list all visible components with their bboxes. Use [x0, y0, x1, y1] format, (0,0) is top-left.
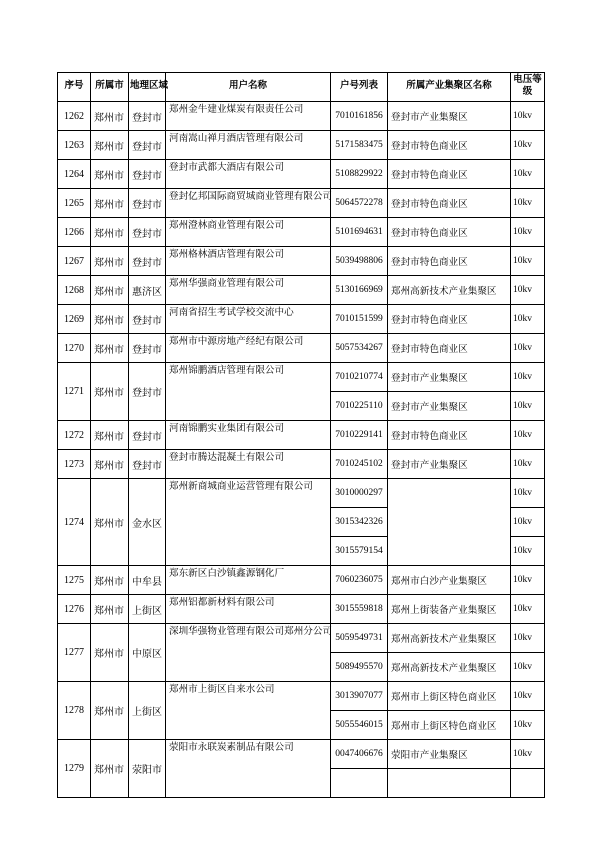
- account-number-cell: 5064572278: [331, 189, 388, 218]
- city-cell: 郑州市: [91, 363, 129, 421]
- user-name-cell: 郑州新商城商业运营管理有限公司: [166, 479, 331, 566]
- account-number-cell: 7060236075: [331, 566, 388, 595]
- city-cell: 郑州市: [91, 682, 129, 740]
- serial-cell: 1275: [58, 566, 91, 595]
- account-number-cell: 5108829922: [331, 160, 388, 189]
- zone-cell: 登封市产业集聚区: [388, 102, 511, 131]
- account-number-cell: [331, 769, 388, 798]
- serial-cell: 1276: [58, 595, 91, 624]
- district-cell: 登封市: [129, 247, 166, 276]
- user-name-cell: 郑州澄林商业管理有限公司: [166, 218, 331, 247]
- district-cell: 登封市: [129, 102, 166, 131]
- district-cell: 上街区: [129, 595, 166, 624]
- serial-cell: 1268: [58, 276, 91, 305]
- table-row: [58, 247, 545, 276]
- table-row: [58, 160, 545, 189]
- account-number-cell: 7010151599: [331, 305, 388, 334]
- voltage-cell: 10kv: [511, 392, 545, 421]
- account-number-cell: 5059549731: [331, 624, 388, 653]
- voltage-cell: 10kv: [511, 305, 545, 334]
- table-row: [58, 218, 545, 247]
- zone-cell: [388, 479, 511, 566]
- user-name-cell: 河南省招生考试学校交流中心: [166, 305, 331, 334]
- table-row: [58, 682, 545, 711]
- city-cell: 郑州市: [91, 247, 129, 276]
- voltage-cell: 10kv: [511, 450, 545, 479]
- voltage-cell: 10kv: [511, 363, 545, 392]
- zone-cell: 郑州高新技术产业集聚区: [388, 276, 511, 305]
- user-name-cell: 郑东新区白沙镇鑫源钢化厂: [166, 566, 331, 595]
- zone-cell: 登封市特色商业区: [388, 189, 511, 218]
- table-row: [58, 363, 545, 392]
- user-name-cell: 深圳华强物业管理有限公司郑州分公司: [166, 624, 331, 682]
- district-cell: 荥阳市: [129, 740, 166, 798]
- account-number-cell: 3015559818: [331, 595, 388, 624]
- zone-cell: 郑州市白沙产业集聚区: [388, 566, 511, 595]
- city-cell: 郑州市: [91, 102, 129, 131]
- serial-cell: 1279: [58, 740, 91, 798]
- account-number-cell: 5089495570: [331, 653, 388, 682]
- zone-cell: 郑州高新技术产业集聚区: [388, 624, 511, 653]
- serial-cell: 1267: [58, 247, 91, 276]
- account-number-cell: 5130166969: [331, 276, 388, 305]
- user-name-cell: 郑州市中源房地产经纪有限公司: [166, 334, 331, 363]
- serial-cell: 1262: [58, 102, 91, 131]
- account-number-cell: 7010210774: [331, 363, 388, 392]
- city-cell: 郑州市: [91, 595, 129, 624]
- table-row: [58, 421, 545, 450]
- table-row: [58, 305, 545, 334]
- account-number-cell: 7010245102: [331, 450, 388, 479]
- column-header-zone: 所属产业集聚区名称: [388, 73, 511, 102]
- city-cell: 郑州市: [91, 218, 129, 247]
- table-row: [58, 479, 545, 508]
- voltage-cell: 10kv: [511, 421, 545, 450]
- table-row: [58, 189, 545, 218]
- account-number-cell: 3015342326: [331, 508, 388, 537]
- district-cell: 登封市: [129, 363, 166, 421]
- city-cell: 郑州市: [91, 160, 129, 189]
- serial-cell: 1277: [58, 624, 91, 682]
- voltage-cell: [511, 769, 545, 798]
- zone-cell: 郑州高新技术产业集聚区: [388, 653, 511, 682]
- table-row: [58, 102, 545, 131]
- serial-cell: 1263: [58, 131, 91, 160]
- zone-cell: 登封市特色商业区: [388, 334, 511, 363]
- user-table: [57, 72, 545, 798]
- voltage-cell: 10kv: [511, 247, 545, 276]
- zone-cell: 郑州市上街区特色商业区: [388, 711, 511, 740]
- serial-cell: 1274: [58, 479, 91, 566]
- zone-cell: 登封市特色商业区: [388, 421, 511, 450]
- district-cell: 金水区: [129, 479, 166, 566]
- user-name-cell: 荥阳市永联炭素制品有限公司: [166, 740, 331, 798]
- district-cell: 中原区: [129, 624, 166, 682]
- table-row: [58, 740, 545, 769]
- voltage-cell: 10kv: [511, 740, 545, 769]
- table-row: [58, 595, 545, 624]
- header-row: [58, 73, 545, 102]
- voltage-cell: 10kv: [511, 653, 545, 682]
- account-number-cell: 5057534267: [331, 334, 388, 363]
- zone-cell: 登封市特色商业区: [388, 247, 511, 276]
- district-cell: 登封市: [129, 334, 166, 363]
- city-cell: 郑州市: [91, 566, 129, 595]
- column-header-city: 所属市: [91, 73, 129, 102]
- serial-cell: 1272: [58, 421, 91, 450]
- serial-cell: 1273: [58, 450, 91, 479]
- table-row: [58, 450, 545, 479]
- zone-cell: 登封市产业集聚区: [388, 363, 511, 392]
- voltage-cell: 10kv: [511, 218, 545, 247]
- voltage-cell: 10kv: [511, 276, 545, 305]
- user-name-cell: 河南锦鹏实业集团有限公司: [166, 421, 331, 450]
- voltage-cell: 10kv: [511, 189, 545, 218]
- account-number-cell: 0047406676: [331, 740, 388, 769]
- city-cell: 郑州市: [91, 421, 129, 450]
- district-cell: 登封市: [129, 160, 166, 189]
- voltage-cell: 10kv: [511, 508, 545, 537]
- serial-cell: 1264: [58, 160, 91, 189]
- voltage-cell: 10kv: [511, 102, 545, 131]
- city-cell: 郑州市: [91, 479, 129, 566]
- district-cell: 惠济区: [129, 276, 166, 305]
- zone-cell: 荥阳市产业集聚区: [388, 740, 511, 769]
- district-cell: 登封市: [129, 189, 166, 218]
- user-name-cell: 郑州格林酒店管理有限公司: [166, 247, 331, 276]
- user-name-cell: 郑州铝都新材料有限公司: [166, 595, 331, 624]
- account-number-cell: 5101694631: [331, 218, 388, 247]
- zone-cell: 登封市特色商业区: [388, 160, 511, 189]
- zone-cell: 郑州上街装备产业集聚区: [388, 595, 511, 624]
- zone-cell: 登封市特色商业区: [388, 131, 511, 160]
- column-header-district: 地理区域: [129, 73, 166, 102]
- voltage-cell: 10kv: [511, 682, 545, 711]
- column-header-user: 用户名称: [166, 73, 331, 102]
- city-cell: 郑州市: [91, 624, 129, 682]
- city-cell: 郑州市: [91, 276, 129, 305]
- table-row: [58, 566, 545, 595]
- serial-cell: 1266: [58, 218, 91, 247]
- table-viewport: [57, 72, 547, 776]
- account-number-cell: 7010161856: [331, 102, 388, 131]
- zone-cell: 登封市产业集聚区: [388, 392, 511, 421]
- district-cell: 登封市: [129, 305, 166, 334]
- account-number-cell: 5171583475: [331, 131, 388, 160]
- account-number-cell: 3013907077: [331, 682, 388, 711]
- table-row: [58, 624, 545, 653]
- account-number-cell: 7010229141: [331, 421, 388, 450]
- district-cell: 登封市: [129, 421, 166, 450]
- serial-cell: 1278: [58, 682, 91, 740]
- table-body: [58, 102, 545, 798]
- serial-cell: 1269: [58, 305, 91, 334]
- city-cell: 郑州市: [91, 334, 129, 363]
- city-cell: 郑州市: [91, 305, 129, 334]
- account-number-cell: 7010225110: [331, 392, 388, 421]
- zone-cell: 登封市特色商业区: [388, 305, 511, 334]
- table-row: [58, 334, 545, 363]
- city-cell: 郑州市: [91, 450, 129, 479]
- city-cell: 郑州市: [91, 189, 129, 218]
- district-cell: 登封市: [129, 450, 166, 479]
- zone-cell: [388, 769, 511, 798]
- column-header-serial: 序号: [58, 73, 91, 102]
- voltage-cell: 10kv: [511, 624, 545, 653]
- zone-cell: 登封市特色商业区: [388, 218, 511, 247]
- voltage-cell: 10kv: [511, 479, 545, 508]
- district-cell: 登封市: [129, 218, 166, 247]
- account-number-cell: 3010000297: [331, 479, 388, 508]
- user-name-cell: 郑州华强商业管理有限公司: [166, 276, 331, 305]
- serial-cell: 1265: [58, 189, 91, 218]
- zone-cell: 郑州市上街区特色商业区: [388, 682, 511, 711]
- voltage-cell: 10kv: [511, 566, 545, 595]
- table-row: [58, 131, 545, 160]
- table-header: [58, 73, 545, 102]
- user-name-cell: 郑州锦鹏酒店管理有限公司: [166, 363, 331, 421]
- account-number-cell: 5055546015: [331, 711, 388, 740]
- voltage-cell: 10kv: [511, 160, 545, 189]
- voltage-cell: 10kv: [511, 537, 545, 566]
- voltage-cell: 10kv: [511, 595, 545, 624]
- account-number-cell: 5039498806: [331, 247, 388, 276]
- user-name-cell: 登封市武都大酒店有限公司: [166, 160, 331, 189]
- user-name-cell: 郑州市上街区自来水公司: [166, 682, 331, 740]
- district-cell: 上街区: [129, 682, 166, 740]
- voltage-cell: 10kv: [511, 131, 545, 160]
- account-number-cell: 3015579154: [331, 537, 388, 566]
- voltage-cell: 10kv: [511, 711, 545, 740]
- column-header-account: 户号列表: [331, 73, 388, 102]
- voltage-cell: 10kv: [511, 334, 545, 363]
- district-cell: 登封市: [129, 131, 166, 160]
- user-name-cell: 河南嵩山禅月酒店管理有限公司: [166, 131, 331, 160]
- serial-cell: 1270: [58, 334, 91, 363]
- zone-cell: 登封市产业集聚区: [388, 450, 511, 479]
- column-header-kv: 电压等级: [511, 73, 545, 102]
- city-cell: 郑州市: [91, 131, 129, 160]
- user-name-cell: 登封亿邦国际商贸城商业管理有限公司: [166, 189, 331, 218]
- district-cell: 中牟县: [129, 566, 166, 595]
- table-row: [58, 276, 545, 305]
- user-name-cell: 郑州金牛建业煤炭有限责任公司: [166, 102, 331, 131]
- city-cell: 郑州市: [91, 740, 129, 798]
- serial-cell: 1271: [58, 363, 91, 421]
- user-name-cell: 登封市腾达混凝土有限公司: [166, 450, 331, 479]
